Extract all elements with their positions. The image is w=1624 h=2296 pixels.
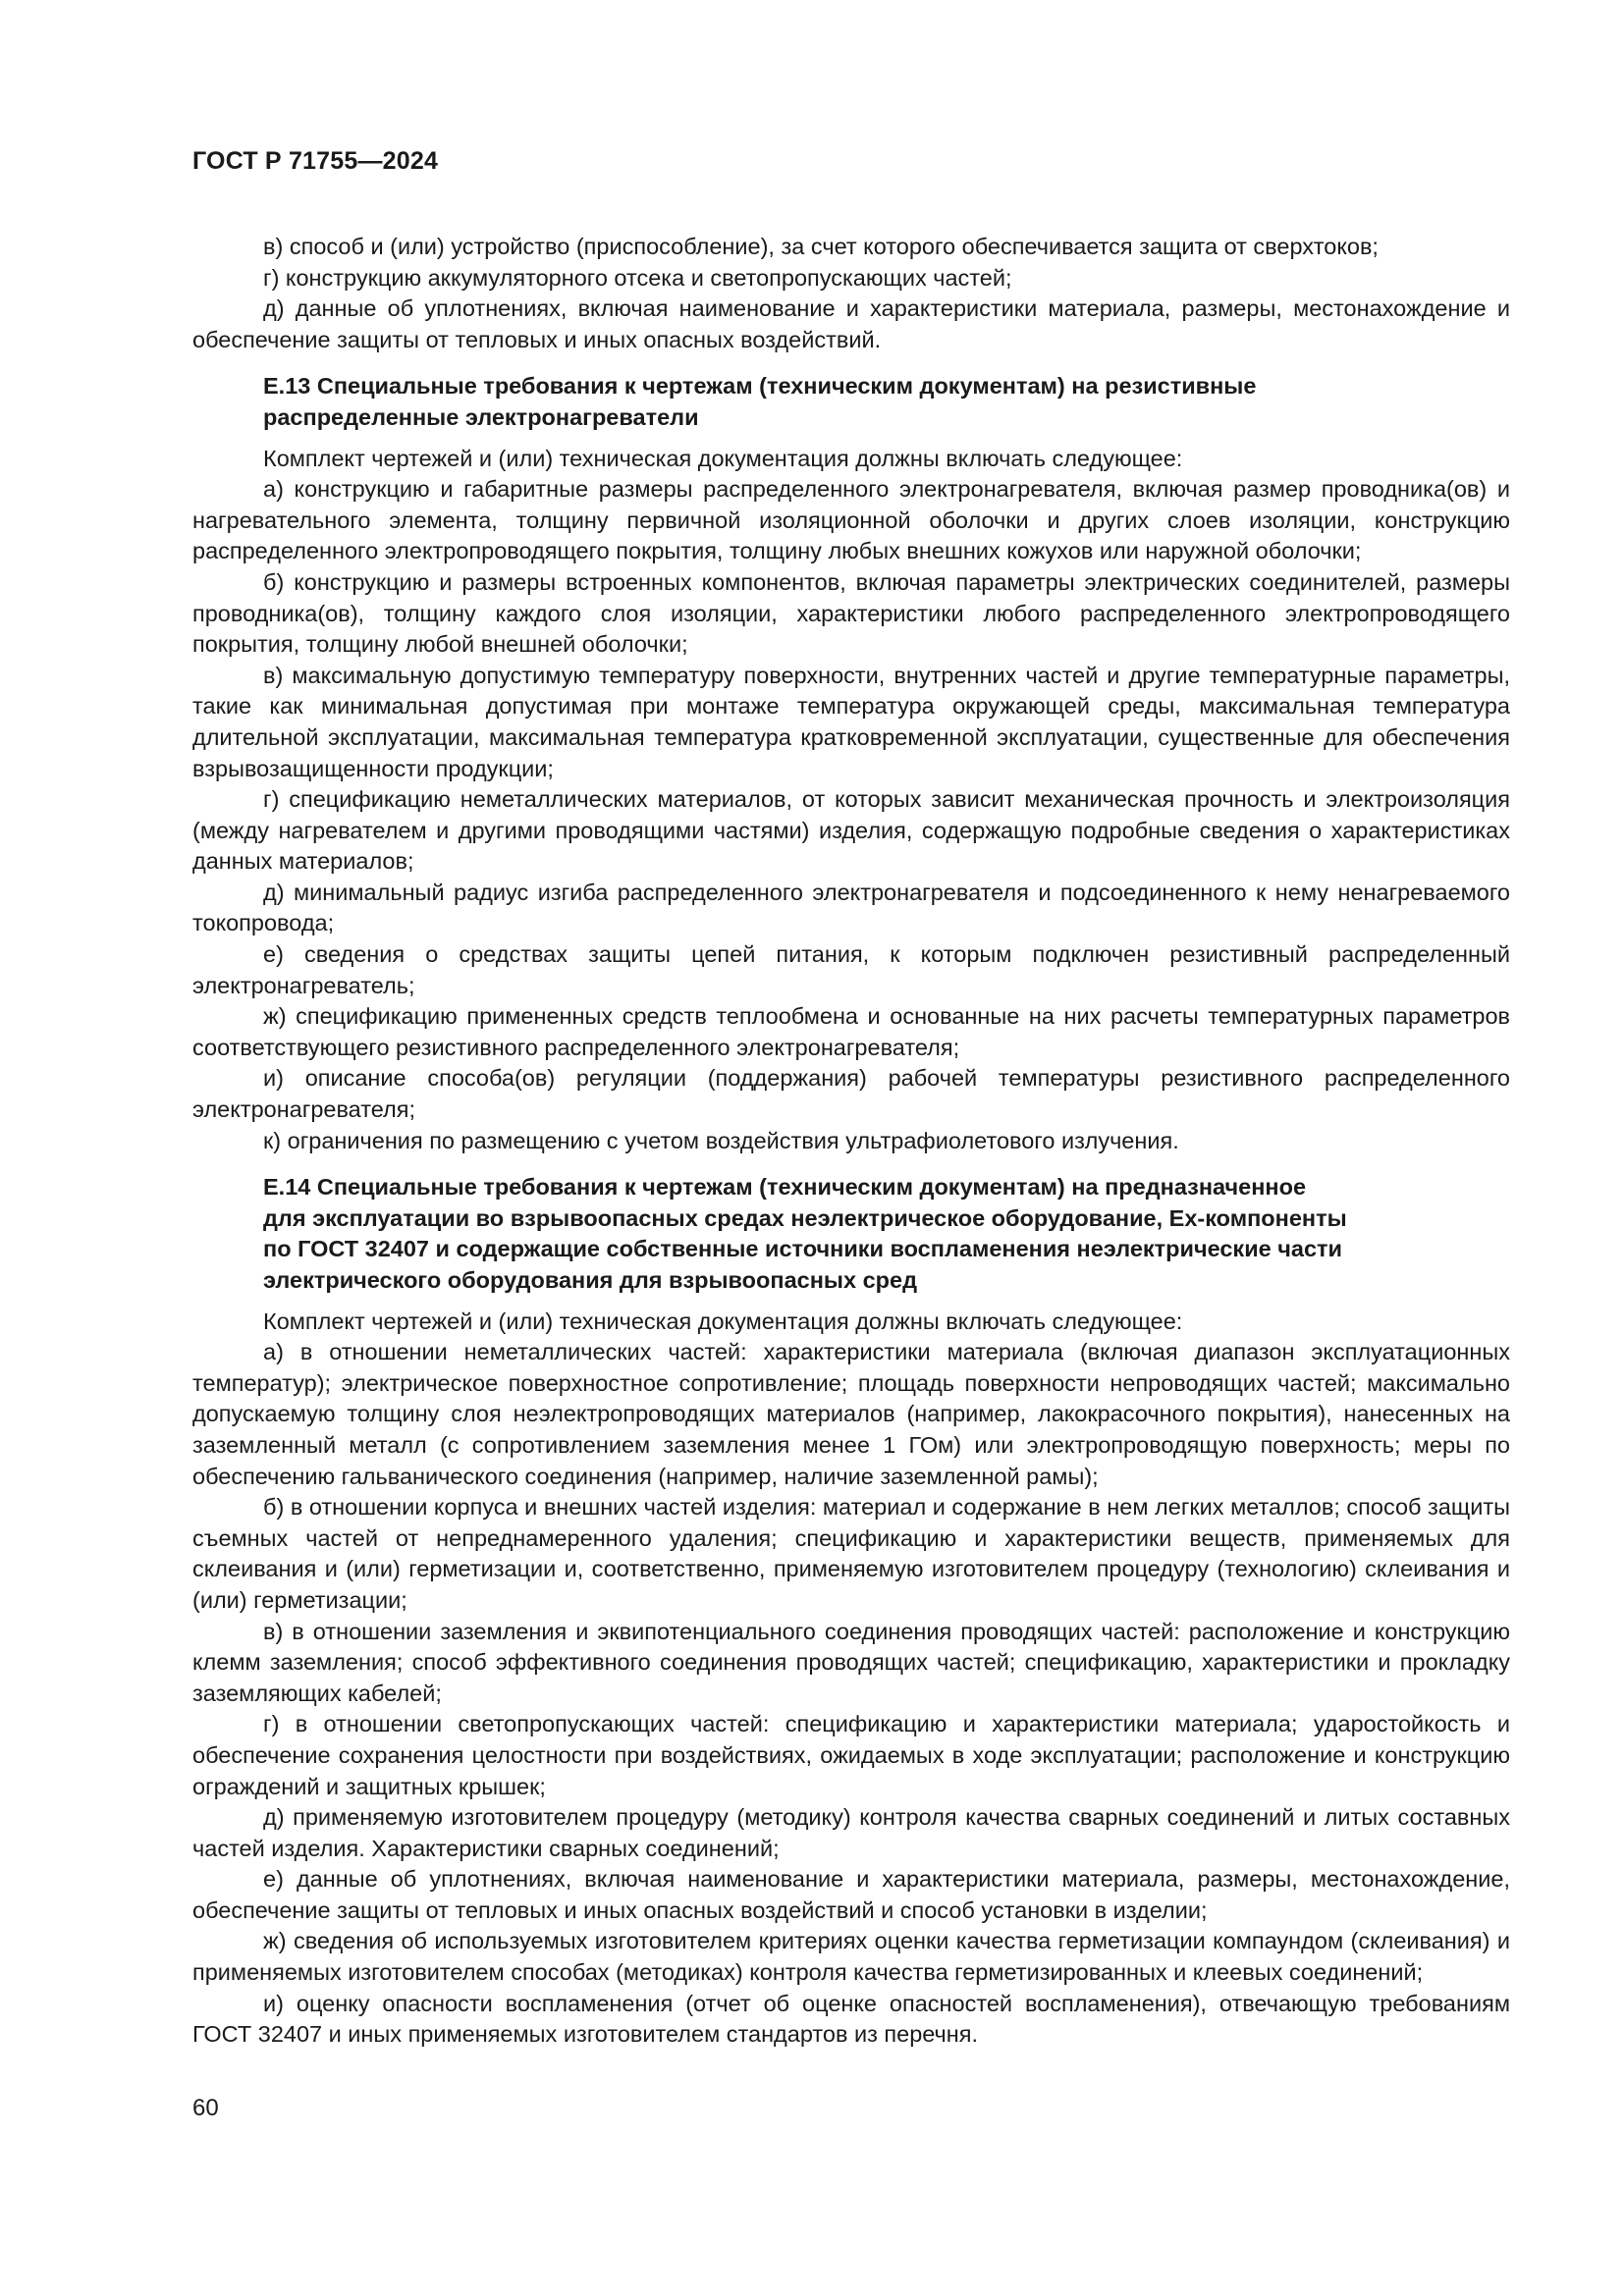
paragraph: б) в отношении корпуса и внешних частей изделия: материал и содержание в нем легких металлов; способ защиты съемных частей от непреднамеренного удаления; спецификацию и характеристики веществ, применяемых для склеивания и (или) герметизации и, соответственно, применяемую изготовителем процедуру (технологию) склеивания и (или) герметизации;	[192, 1494, 1510, 1613]
paragraph: ж) сведения об используемых изготовителем критериях оценки качества герметизации компаундом (склеивания) и применяемых изготовителем способах (методиках) контроля качества герметизированных и клеевых соединений;	[192, 1928, 1510, 1986]
section-e13-title	[263, 371, 1510, 433]
paragraph: д) данные об уплотнениях, включая наименование и характеристики материала, размеры, местонахождение и обеспечение защиты от тепловых и иных опасных воздействий.	[192, 295, 1510, 352]
intro-block	[192, 232, 1510, 355]
paragraph: к) ограничения по размещению с учетом воздействия ультрафиолетового излучения.	[263, 1127, 1179, 1153]
page-content	[192, 232, 1510, 2051]
document-header: ГОСТ Р 71755—2024	[192, 147, 439, 175]
section-title-line: распределенные электронагреватели	[263, 403, 699, 430]
paragraph: е) сведения о средствах защиты цепей питания, к которым подключен резистивный распределенный электронагреватель;	[192, 941, 1510, 998]
paragraph: в) максимальную допустимую температуру поверхности, внутренних частей и другие температурные параметры, такие как минимальная допустимая при монтаже температура окружающей среды, максимальная температура длительной эксплуатации, максимальная температура кратковременной эксплуатации, существенные для обеспечения взрывозащищенности продукции;	[192, 662, 1510, 781]
paragraph: б) конструкцию и размеры встроенных компонентов, включая параметры электрических соединителей, размеры проводника(ов), толщину каждого слоя изоляции, характеристики любого распределенного электропроводящего покрытия, толщину любой внешней оболочки;	[192, 568, 1510, 658]
page-number: 60	[192, 2095, 219, 2121]
paragraph: Комплект чертежей и (или) техническая документация должны включать следующее:	[263, 445, 1183, 471]
paragraph: в) в отношении заземления и эквипотенциального соединения проводящих частей: расположение и конструкцию клемм заземления; способ эффективного соединения проводящих частей; спецификацию, характеристики и прокладку заземляющих кабелей;	[192, 1618, 1510, 1706]
section-e14-title	[263, 1172, 1510, 1296]
paragraph: и) оценку опасности воспламенения (отчет об оценке опасностей воспламенения), отвечающую требованиям ГОСТ 32407 и иных применяемых изготовителем стандартов из перечня.	[192, 1990, 1510, 2048]
paragraph: в) способ и (или) устройство (приспособление), за счет которого обеспечивается защита от сверхтоков;	[263, 234, 1379, 259]
paragraph: и) описание способа(ов) регуляции (поддержания) рабочей температуры резистивного распределенного электронагревателя;	[192, 1065, 1510, 1123]
section-title-line: Е.13 Специальные требования к чертежам (техническим документам) на резистивные	[263, 373, 1257, 400]
paragraph: Комплект чертежей и (или) техническая документация должны включать следующее:	[263, 1308, 1183, 1334]
section-title-line: электрического оборудования для взрывоопасных сред	[263, 1267, 917, 1293]
section-title-line: по ГОСТ 32407 и содержащие собственные источники воспламенения неэлектрические части	[263, 1236, 1342, 1262]
paragraph: д) применяемую изготовителем процедуру (методику) контроля качества сварных соединений и литых составных частей изделия. Характеристики сварных соединений;	[192, 1804, 1510, 1861]
paragraph: г) конструкцию аккумуляторного отсека и светопропускающих частей;	[263, 264, 1012, 291]
section-title-line: Е.14 Специальные требования к чертежам (техническим документам) на предназначенное	[263, 1174, 1307, 1201]
paragraph: г) в отношении светопропускающих частей: спецификацию и характеристики материала; ударостойкость и обеспечение сохранения целостности при воздействиях, ожидаемых в ходе эксплуатации; расположение и конструкцию ограждений и защитных крышек;	[192, 1711, 1510, 1799]
paragraph: г) спецификацию неметаллических материалов, от которых зависит механическая прочность и электроизоляция (между нагревателем и другими проводящими частями) изделия, содержащую подробные сведения о характеристиках данных материалов;	[192, 786, 1510, 875]
section-e14-body	[192, 1307, 1510, 2051]
paragraph: д) минимальный радиус изгиба распределенного электронагревателя и подсоединенного к нему ненагреваемого токопровода;	[192, 879, 1510, 936]
paragraph: е) данные об уплотнениях, включая наименование и характеристики материала, размеры, местонахождение, обеспечение защиты от тепловых и иных опасных воздействий и способ установки в изделии;	[192, 1866, 1510, 1923]
paragraph: а) конструкцию и габаритные размеры распределенного электронагревателя, включая размер проводника(ов) и нагревательного элемента, толщину первичной изоляционной оболочки и других слоев изоляции, конструкцию распределенного электропроводящего покрытия, толщину любых внешних кожухов или наружной оболочки;	[192, 476, 1510, 564]
paragraph: а) в отношении неметаллических частей: характеристики материала (включая диапазон эксплуатационных температур); электрическое поверхностное сопротивление; площадь поверхности непроводящих частей; максимально допускаемую толщину слоя неэлектропроводящих материалов (например, лакокрасочного покрытия), нанесенных на заземленный металл (с сопротивлением заземления менее 1 ГОм) или электропроводящую поверхность; меры по обеспечению гальванического соединения (например, наличие заземленной рамы);	[192, 1339, 1510, 1489]
section-e13-body	[192, 444, 1510, 1157]
section-title-line: для эксплуатации во взрывоопасных средах неэлектрическое оборудование, Ex-компоненты	[263, 1204, 1347, 1231]
paragraph: ж) спецификацию примененных средств теплообмена и основанные на них расчеты температурных параметров соответствующего резистивного распределенного электронагревателя;	[192, 1003, 1510, 1060]
